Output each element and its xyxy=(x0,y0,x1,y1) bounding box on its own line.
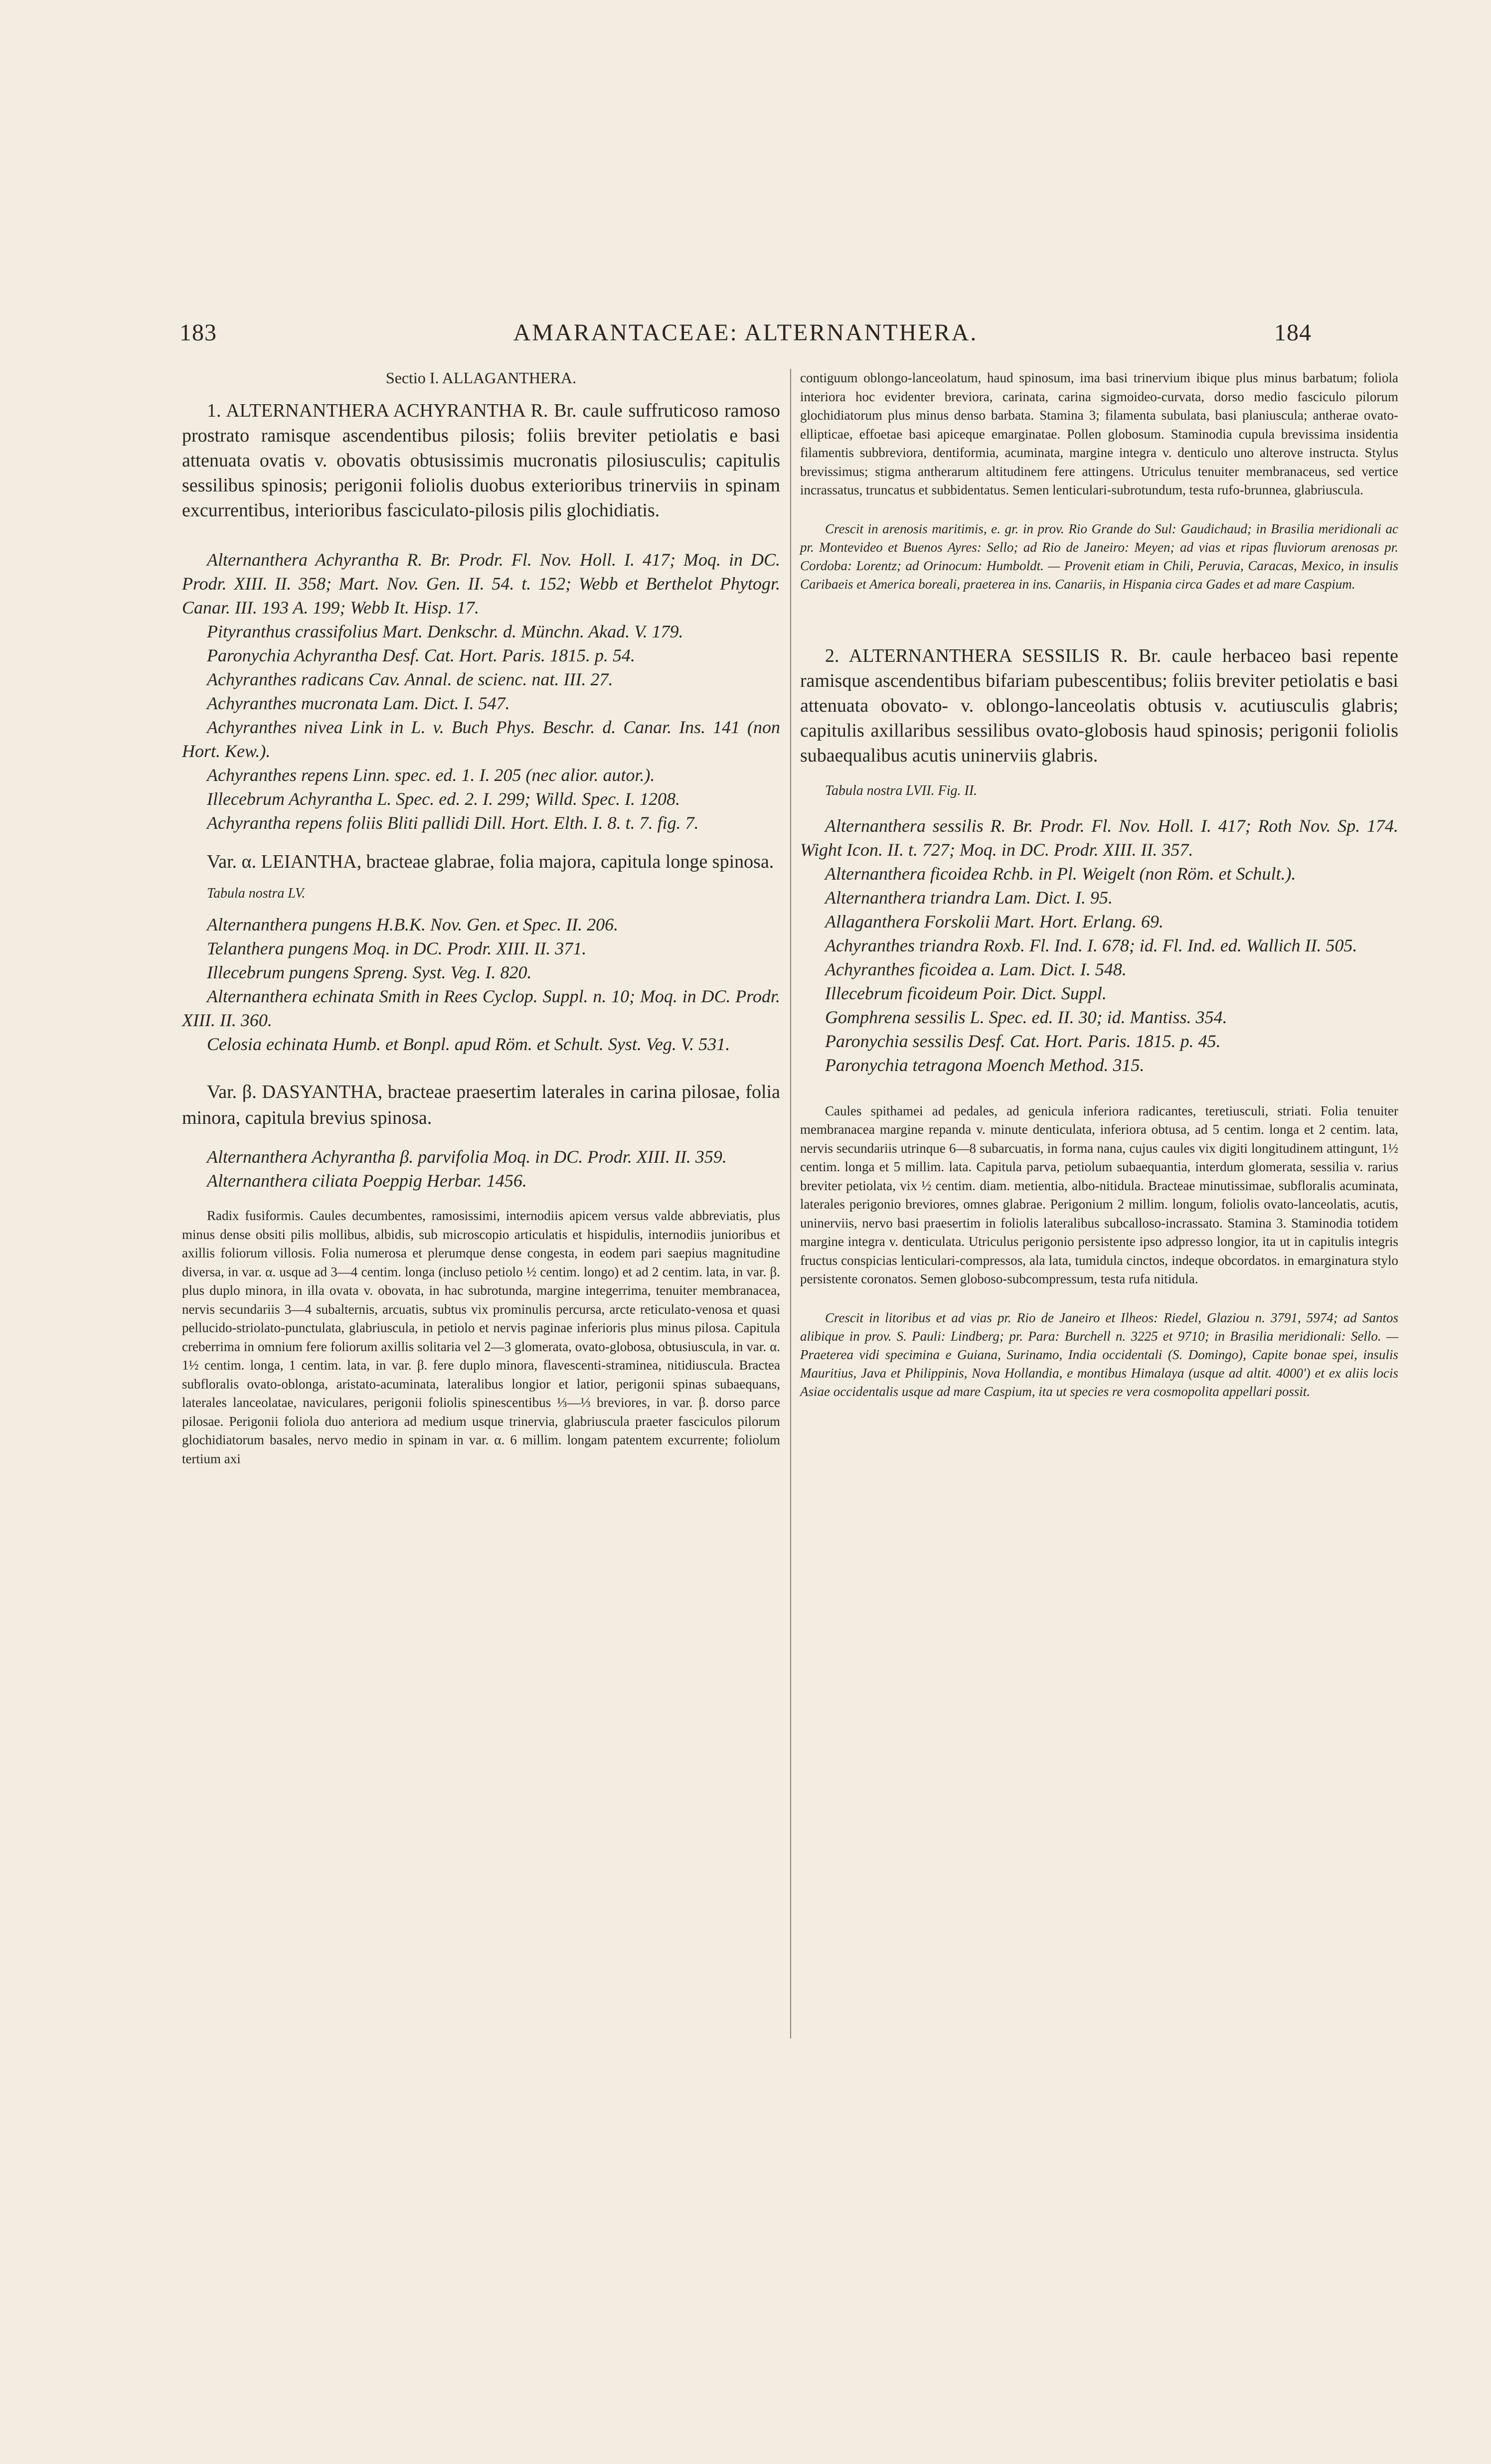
species-2-description xyxy=(800,1102,1398,1289)
column-divider xyxy=(790,369,791,2038)
variety-alpha-synonyms xyxy=(182,913,780,1056)
right-column xyxy=(800,369,1398,1401)
variety-beta: Var. β. DASYANTHA, bracteae praesertim laterales in carina pilosae, folia minora, capitula brevius spinosa. xyxy=(182,1081,780,1128)
variety-alpha: Var. α. LEIANTHA, bracteae glabrae, folia majora, capitula longe spinosa. xyxy=(207,851,774,872)
synonym-entry: Telanthera pungens Moq. in DC. Prodr. XIII. II. 371. xyxy=(207,938,587,958)
description-paragraph: Caules spithamei ad pedales, ad genicula inferiora radicantes, teretiusculi, striati. Folia tenuiter membranacea margine repanda v. minute denticulata, inferiora obtusa, ad 5 centim. longa et 2 centim. lata, nervis secundariis utrinque 6—8 subarcuatis, in forma nana, cujus caules vix digiti longitudinem attingunt, 1½ centim. longa et 5 millim. lata. Capitula parva, petiolum subaequantia, interdum glomerata, sessilia v. rarius breviter petiolata, vix ½ centim. diam. metientia, albo-nitidula. Bracteae minutissimae, subfloralis acuminata, laterales perigonio breviores, omnes glabrae. Perigonium 2 millim. longum, foliolis ovato-lanceolatis, acutis, uninerviis, nervo basi praesertim in foliolis lateralibus subcalloso-incrassato. Stamina 3. Staminodia totidem margine integra v. denticulata. Utriculus perigonio persistente ipso adpresso longior, ita ut in capitulis integris fructus conspicias lenticulari-compressos, ala lata, tumidula cinctos, indeque obcordatos. in emarginatura stylo persistente coronatos. Semen globoso-subcompressum, testa rufa nitidula. xyxy=(800,1103,1398,1286)
species-1-description xyxy=(182,1207,780,1468)
synonym-entry: Paronychia Achyrantha Desf. Cat. Hort. Paris. 1815. p. 54. xyxy=(207,645,635,665)
plate-reference: Tabula nostra LV. xyxy=(207,886,306,901)
variety-beta-synonyms xyxy=(182,1145,780,1193)
synonym-entry: Celosia echinata Humb. et Bonpl. apud Röm. et Schult. Syst. Veg. V. 531. xyxy=(207,1034,730,1054)
description-paragraph: contiguum oblongo-lanceolatum, haud spinosum, ima basi trinervium ibique plus minus barbatum; foliola interiora hoc evidenter breviora, carinata, carina sigmoideo-curvata, dorso medio fasciculo pilorum glochidiatorum plus minus denso barbata. Stamina 3; filamenta subulata, basi planiuscula; antherae ovato-ellipticae, effoetae basi apiceque emarginatae. Pollen globosum. Staminodia cupula brevissima insidentia filamentis subbreviora, dentiformia, acuminata, margine integra v. denticulo uno alterove instructa. Stylus brevissimus; stigma antherarum altitudinem fere attingens. Utriculus tenuiter membranaceus, sed vertice incrassatus, truncatus et subbidentatus. Semen lenticulari-subrotundum, testa rufo-brunnea, glabriuscula. xyxy=(800,370,1398,497)
species-1-description-continued xyxy=(800,369,1398,500)
synonym-entry: Achyranthes ficoidea a. Lam. Dict. I. 548. xyxy=(825,959,1127,979)
synonym-entry: Alternanthera ficoidea Rchb. in Pl. Weigelt (non Röm. et Schult.). xyxy=(825,863,1296,884)
diagnosis-text: 2. ALTERNANTHERA SESSILIS R. Br. caule herbaceo basi repente ramisque ascendentibus bifariam pubescentibus; foliis breviter petiolatis e basi attenuata obovato- v. oblongo-lanceolatis obtusis v. acutiusculis glabris; capitulis axillaribus sessilibus ovato-globosis haud spinosis; perigonii foliolis subaequalibus acutis uninerviis glabris. xyxy=(800,645,1398,766)
description-paragraph: Radix fusiformis. Caules decumbentes, ramosissimi, internodiis apicem versus valde abbreviatis, plus minus dense obsiti pilis mollibus, albidis, sub microscopio articulatis et hispidulis, internodiis junioribus et axillis foliorum villosis. Folia numerosa et plerumque dense congesta, in eodem pari saepius magnitudine diversa, in var. α. usque ad 3—4 centim. longa (incluso petiolo ½ centim. longo) et ad 2 centim. lata, in var. β. plus duplo minora, in illa ovata v. obovata, in hac subrotunda, margine integerrima, tenuiter membranacea, nervis secundariis 3—4 subalternis, arcuatis, subtus vix prominulis percursa, arcte reticulato-venosa et quasi pellucido-striolato-punctulata, glabriuscula, in petiolo et nervis paginae inferioris plus minus pilosa. Capitula creberrima in omnium fere foliorum axillis solitaria vel 2—3 glomerata, ovato-globosa, obtusiuscula, in var. α. 1½ centim. longa, 1 centim. lata, in var. β. fere duplo minora, flavescenti-straminea, nitidiuscula. Bractea subfloralis ovato-oblonga, aristato-acuminata, lateralibus longior et latior, perigonii spinas subaequans, laterales lanceolatae, naviculares, perigonii foliolis spinescentibus ⅓—⅓ breviores, in var. β. dorso parce pilosae. Perigonii foliola duo anteriora ad medium usque trinervia, glabriuscula praeter fasciculos pilorum glochidiatorum basales, nervo medio in spinam in var. α. 6 millim. longam patentem excurrente; foliolum tertium axi xyxy=(182,1208,780,1466)
species-2-synonyms xyxy=(800,814,1398,1077)
species-1-locality: Crescit in arenosis maritimis, e. gr. in prov. Rio Grande do Sul: Gaudichaud; in Brasilia meridionali ac pr. Montevideo et Buenos Ayres: Sello; ad Rio de Janeiro: Meyen; ad vias et ripas fluviorum arenosas pr. Cordoba: Lorentz; ad Orinocum: Humboldt. — Provenit etiam in Chili, Peruvia, Caracas, Mexico, in insulis Caribaeis et America boreali, praeterea in ins. Canariis, in Hispania circa Gades et ad mare Caspium. xyxy=(800,521,1398,592)
running-title: AMARANTACEAE: ALTERNANTHERA. xyxy=(513,319,978,346)
synonym-entry: Gomphrena sessilis L. Spec. ed. II. 30; id. Mantiss. 354. xyxy=(825,1007,1227,1027)
synonym-entry: Alternanthera sessilis R. Br. Prodr. Fl. Nov. Holl. I. 417; Roth Nov. Sp. 174. Wight Icon. II. t. 727; Moq. in DC. Prodr. XIII. II. 357. xyxy=(800,815,1398,860)
synonym-entry: Achyrantha repens foliis Bliti pallidi Dill. Hort. Elth. I. 8. t. 7. fig. 7. xyxy=(207,813,699,833)
synonym-entry: Alternanthera Achyrantha β. parvifolia Moq. in DC. Prodr. XIII. II. 359. xyxy=(207,1147,727,1167)
species-2-locality: Crescit in litoribus et ad vias pr. Rio de Janeiro et Ilheos: Riedel, Glaziou n. 3791, 5974; ad Santos alibique in prov. S. Pauli: Lindberg; pr. Para: Burchell n. 3225 et 9710; in Brasilia meridionali: Sello. — Praeterea vidi specimina e Guiana, Surinamo, India occidentali (S. Domingo), Capite bonae spei, insulis Mauritius, Java et Philippinis, Nova Hollandia, e montibus Himalaya (usque ad altit. 4000') et ex aliis locis Asiae occidentalis usque ad mare Caspium, ita ut species re vera cosmopolita appellari possit. xyxy=(800,1310,1398,1399)
synonym-entry: Paronychia sessilis Desf. Cat. Hort. Paris. 1815. p. 45. xyxy=(825,1031,1221,1051)
synonym-entry: Illecebrum ficoideum Poir. Dict. Suppl. xyxy=(825,983,1107,1003)
synonym-entry: Achyranthes triandra Roxb. Fl. Ind. I. 678; id. Fl. Ind. ed. Wallich II. 505. xyxy=(825,935,1357,955)
synonym-entry: Achyranthes repens Linn. spec. ed. 1. I. 205 (nec alior. autor.). xyxy=(207,765,655,785)
diagnosis-text: 1. ALTERNANTHERA ACHYRANTHA R. Br. caule suffruticoso ramoso prostrato ramisque ascendentibus pilosis; foliis breviter petiolatis e basi attenuata ovatis v. obovatis obtusissimis mucronatis pilosiusculis; capitulis sessilibus spinosis; perigonii foliolis duobus exterioribus trinerviis in spinam excurrentibus, interioribus fasciculato-pilosis pilis glochidiatis. xyxy=(182,400,780,521)
section-title: Sectio I. ALLAGANTHERA. xyxy=(385,369,577,387)
species-1-diagnosis xyxy=(182,398,780,523)
species-1-synonyms xyxy=(182,548,780,835)
synonym-entry: Alternanthera echinata Smith in Rees Cyclop. Suppl. n. 10; Moq. in DC. Prodr. XIII. II. 360. xyxy=(182,986,780,1030)
synonym-entry: Illecebrum Achyrantha L. Spec. ed. 2. I. 299; Willd. Spec. I. 1208. xyxy=(207,789,680,809)
synonym-entry: Alternanthera Achyrantha R. Br. Prodr. Fl. Nov. Holl. I. 417; Moq. in DC. Prodr. XIII. II. 358; Mart. Nov. Gen. II. 54. t. 152; Webb et Berthelot Phytogr. Canar. III. 193 A. 199; Webb It. Hisp. 17. xyxy=(182,550,780,617)
page-number-right: 184 xyxy=(1274,319,1312,346)
synonym-entry: Alternanthera pungens H.B.K. Nov. Gen. et Spec. II. 206. xyxy=(207,915,619,934)
page-number-left: 183 xyxy=(179,319,217,346)
synonym-entry: Achyranthes nivea Link in L. v. Buch Phys. Beschr. d. Canar. Ins. 141 (non Hort. Kew.). xyxy=(182,717,780,761)
synonym-entry: Alternanthera ciliata Poeppig Herbar. 1456. xyxy=(207,1171,527,1191)
left-column xyxy=(182,369,780,1468)
synonym-entry: Allaganthera Forskolii Mart. Hort. Erlang. 69. xyxy=(825,911,1163,931)
page-header xyxy=(179,319,1312,349)
plate-reference: Tabula nostra LVII. Fig. II. xyxy=(825,782,978,798)
synonym-entry: Illecebrum pungens Spreng. Syst. Veg. I. 820. xyxy=(207,962,532,982)
synonym-entry: Achyranthes radicans Cav. Annal. de scienc. nat. III. 27. xyxy=(207,669,613,689)
synonym-entry: Achyranthes mucronata Lam. Dict. I. 547. xyxy=(207,693,510,713)
synonym-entry: Paronychia tetragona Moench Method. 315. xyxy=(825,1055,1145,1075)
synonym-entry: Alternanthera triandra Lam. Dict. I. 95. xyxy=(825,887,1113,908)
synonym-entry: Pityranthus crassifolius Mart. Denkschr. d. Münchn. Akad. V. 179. xyxy=(207,621,683,641)
species-2-diagnosis xyxy=(800,643,1398,768)
